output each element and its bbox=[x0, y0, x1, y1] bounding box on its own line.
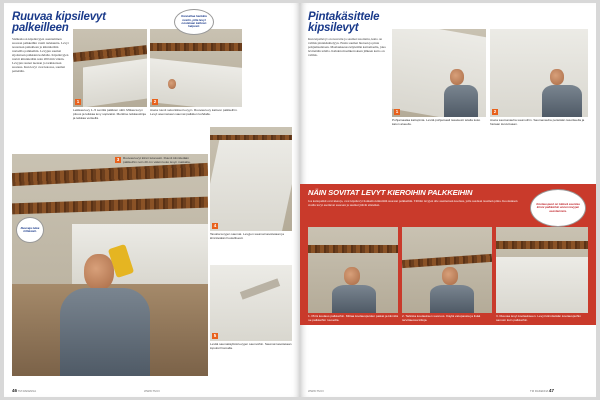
photo-feature-step3 bbox=[496, 227, 588, 313]
left-page-number: 46 bbox=[12, 388, 18, 393]
paint-step-2-badge: 2 bbox=[493, 109, 497, 114]
magazine-spread bbox=[4, 3, 596, 397]
feature-title: NÄIN SOVITAT LEVYT KIEROIHIN PALKKEIHIN bbox=[308, 188, 473, 197]
photo-step4 bbox=[210, 127, 292, 231]
photo-feature-step1 bbox=[308, 227, 398, 313]
right-footer: TM RAKENNA 47 bbox=[530, 388, 554, 393]
photo-step2 bbox=[150, 29, 242, 107]
photo-paint-step1 bbox=[392, 29, 486, 117]
photo-feature-step2 bbox=[402, 227, 492, 313]
tip-bubble-lift: Kannattaa hankkia nostin, jolla levyt nostetaan kattoon helposti. bbox=[174, 9, 214, 35]
step-2-badge: 2 bbox=[153, 99, 157, 104]
step-4-caption: Tasoita levyjen saumat. Levyjen saumat tasoitetaan ja kiinnitetään huolellisesti. bbox=[210, 232, 284, 240]
feature-step-3-caption: 3. Ruuvaa levyt koolaukseen. Levyt kiinnitetään koolauspuihin samoin kuin palkkeihin. bbox=[496, 314, 581, 322]
photo-paint-step2 bbox=[490, 29, 588, 117]
left-footer: 46 TM RAKENNA bbox=[12, 388, 37, 393]
step-2-caption: Aseta ruuvit sekuntikset levyyn. Ruuvaa levy kattoon palkkeihin. Levyt asennetaan saumat palkkien kohdalle. bbox=[150, 108, 238, 116]
step-4-badge: 4 bbox=[213, 223, 217, 228]
left-page-title: Ruuvaa kipsilevyt palkeilleen bbox=[12, 11, 106, 34]
feature-step-1-caption: 1. Pirrä koolaus palkkeihin. Mittaa koolauspuiden paikat ja kiinnitä ne palkkeihin ruuveilla. bbox=[308, 314, 398, 322]
step-1-badge: 1 bbox=[76, 99, 80, 104]
step-5-badge: 5 bbox=[213, 333, 217, 338]
step-3-badge: 3 bbox=[116, 157, 120, 162]
step-1-caption: Leikkaa levy 1–5 senttiä palkkien välit. Mittaa levyn pituus ja leikkaa levy sopivaksi. Merkitse leikkauslinja ja leikkaa veitsellä. bbox=[73, 108, 146, 120]
right-footer-url: WWW.TM.FI bbox=[308, 389, 324, 393]
left-page bbox=[4, 3, 300, 397]
left-intro-text: Sisäkattoon kipsilevyjen asentaminen suoraan palkkeihin vaatii tarkkuutta. Levyt nostetaan paikalleen ja kiinnitetään ruuveilla palkkeihin. Levyjen saumat sijoitetaan palkkien kohdalle. Kipsilevyjen ruuvit kiinnitetään noin 200 mm välein. Levyjen reunat tuetaan ja tarkistetaan suoruus. Kun levyt ovat katossa, saumat peitetään. bbox=[12, 37, 69, 73]
left-footer-url: WWW.TM.FI bbox=[144, 389, 160, 393]
right-intro-text: Kun kipsilevyt on ruuvattu ja saumat tasoitettu, katto on valmis pintakäsittelyyn. Ensin saumat hiotaan ja pinta pohjamaalataan. Maalauksessa käytetään kattomaalia, joka levitetään telalla. Kahden maalikerroksen jälkeen katto on valmis. bbox=[308, 37, 386, 57]
photo-worker-drilling bbox=[12, 154, 208, 376]
right-page bbox=[300, 3, 596, 397]
photo-step5 bbox=[210, 265, 292, 341]
feature-tip-bubble: Koolauspuut on kätevä asentaa kiinni palkkeihin ennen levyjen asentamista. bbox=[530, 189, 586, 227]
photo-step1 bbox=[73, 29, 147, 107]
paint-step-1-caption: Pohjamaalaa kattopinta. Levitä pohjamaali tasaisesti telalla koko katon alueelle. bbox=[392, 118, 481, 126]
paint-step-1-badge: 1 bbox=[395, 109, 399, 114]
feature-step-2-caption: 2. Tarkista koolauksen suoruus. Käytä vatupassia ja lisää tarvittaessa kiiloja. bbox=[402, 314, 481, 322]
step-3-caption: Ruuvaa levyt kiinni tukevasti. Ruuvit kiinnitetään palkkeihin noin 20 cm välein koko levyn matkalta. bbox=[123, 156, 191, 164]
right-page-title: Pintakäsittele kipsilevyt bbox=[308, 11, 380, 34]
paint-step-2-caption: Aseta saumanauha saumoihin. Saumanauha peitetään tasoitteella ja hiotaan kuivuttuaan. bbox=[490, 118, 585, 126]
right-page-number: 47 bbox=[548, 388, 554, 393]
feature-intro: Jos kattopalkit ovat kieroja, ovat kipsilevyt hankalia kiinnittää suoraan palkkeihin. Tällöin levyjen alle asennetaan koolaus, jolla saadaan tasainen pinta. Koolauksen avulla levyt asettuvat suoraan ja saumat jäävät siisteiksi. bbox=[308, 199, 518, 207]
step-5-caption: Levitä saumatäyttöä levyjen saumoihin. Saumat tasoitetaan lopuksi hiomalla. bbox=[210, 342, 292, 350]
tip-bubble-screws: Ruuveja tulee riittävästi. bbox=[16, 217, 44, 243]
